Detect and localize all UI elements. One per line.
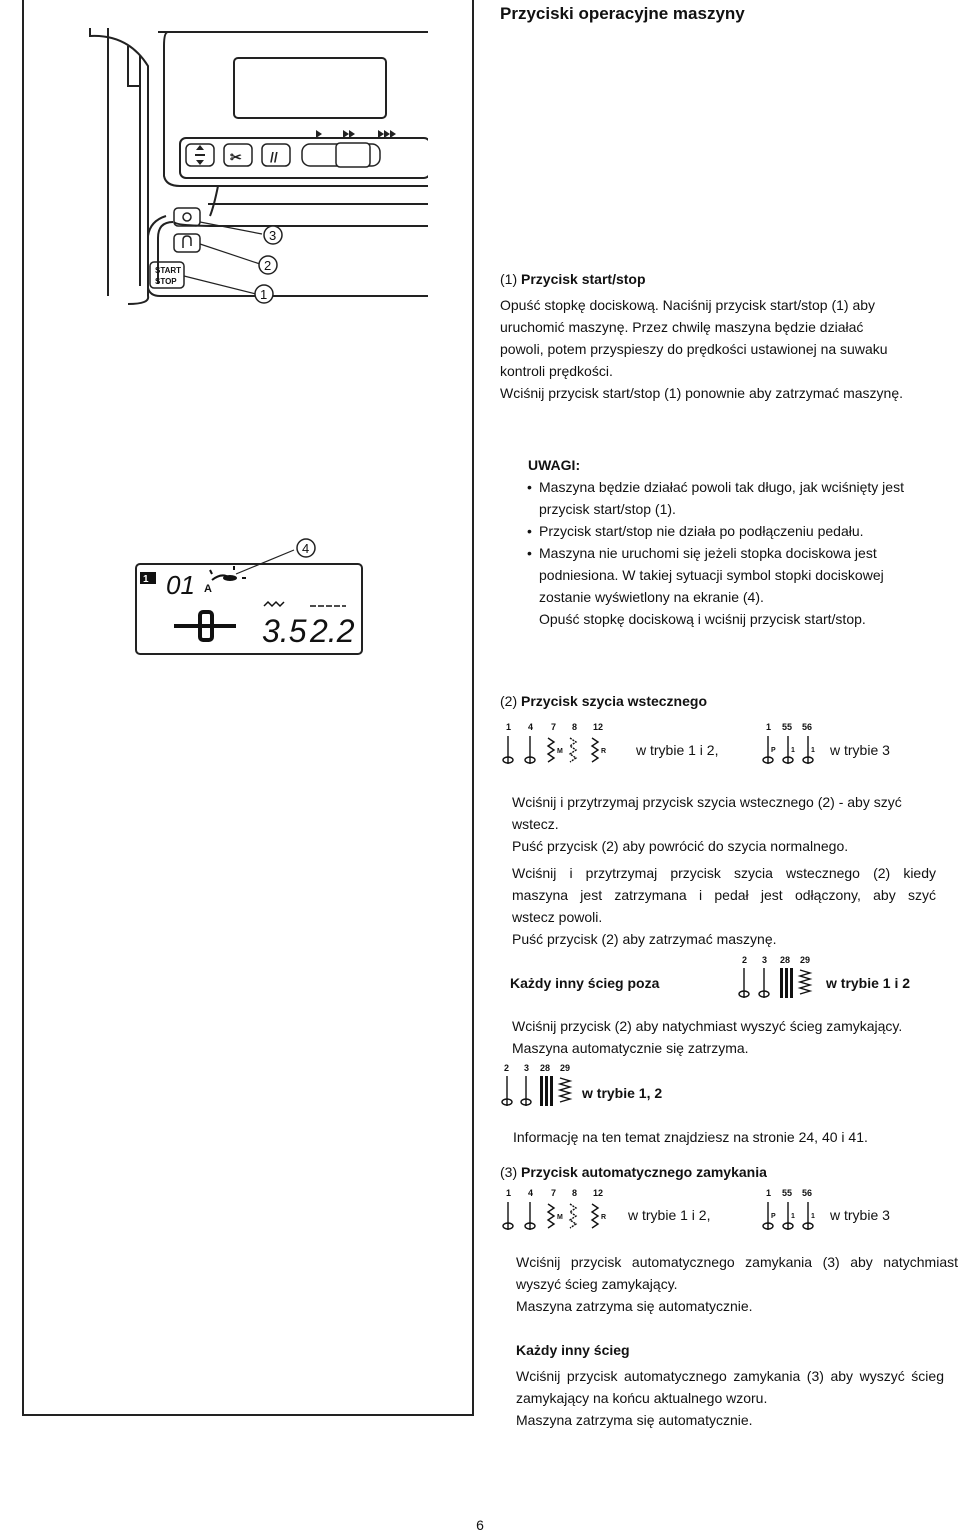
lcd-pattern: 01 [166,570,195,600]
svg-text://: // [270,149,278,165]
svg-text:1: 1 [506,722,512,732]
section2-text-3: Wciśnij przycisk (2) aby natychmiast wyszyć ścieg zamykający. Maszyna automatycznie się zatrzyma. [512,1018,903,1056]
lcd-letter: A [204,583,212,595]
svg-text:8: 8 [572,1188,578,1198]
svg-text:56: 56 [802,1188,813,1198]
section3-other-heading: Każdy inny ścieg [516,1342,630,1358]
svg-text:4: 4 [528,1188,534,1198]
svg-text:12: 12 [593,1188,604,1198]
svg-text:R: R [601,748,607,755]
note-item: • Maszyna nie uruchomi się jeżeli stopka dociskowa jest podniesiona. W takiej sytuacji symbol stopki dociskowej zostanie wyświetlony na ekranie (4). [539,542,939,608]
svg-text:29: 29 [800,955,811,965]
svg-text:1: 1 [811,1213,815,1220]
svg-text:1: 1 [766,1188,772,1198]
callout-2: 2 [264,258,272,273]
section1-heading: (1) Przycisk start/stop [500,271,646,287]
svg-text:55: 55 [782,1188,793,1198]
other-stitch-label: Każdy inny ścieg poza [510,975,660,991]
svg-text:P: P [771,1213,776,1220]
section2-text-2: Wciśnij i przytrzymaj przycisk szycia wstecznego (2) kiedy maszyna jest zatrzymana i pedał jest odłączony, aby szyć wstecz powoli. Puść przycisk (2) aby zatrzymać maszynę. [512,865,936,947]
svg-text:55: 55 [782,722,793,732]
start-label: START [155,266,182,275]
note-item: • Przycisk start/stop nie działa po podłączeniu pedału. [539,520,939,542]
stop-label: STOP [155,277,177,286]
notes-title: UWAGI: [528,457,581,473]
callout-4: 4 [302,541,310,556]
svg-text:7: 7 [551,722,557,732]
callout-1: 1 [260,287,268,302]
svg-text:✂: ✂ [230,149,242,165]
svg-text:2: 2 [504,1063,510,1073]
stitch-icons-mode12 [498,720,618,770]
svg-text:R: R [601,1214,607,1221]
page-number: 6 [476,1517,484,1533]
notes-list: • Maszyna będzie działać powoli tak długo, jak wciśnięty jest przycisk start/stop (1). • Przycisk start/stop nie działa po podłączeniu pedału. • Maszyna nie uruchomi się jeżeli stopka dociskowa jest podniesiona. W takiej sytuacji symbol stopki dociskowej zostanie wyświetlony na ekranie (4). Opuść stopkę dociskową i wciśnij przycisk start/stop. [539,476,939,630]
mode12-label: w trybie 1 i 2, [636,742,719,758]
section3-text-1: Wciśnij przycisk automatycznego zamykania (3) aby natychmiast wyszyć ścieg zamykający. Maszyna zatrzyma się automatycznie. [516,1254,958,1314]
svg-text:4: 4 [528,722,534,732]
svg-text:12: 12 [593,722,604,732]
svg-text:1: 1 [766,722,772,732]
svg-text:1: 1 [791,1213,795,1220]
presser-foot-icon [223,575,237,581]
s3-mode3-label: w trybie 3 [830,1207,890,1223]
svg-text:7: 7 [551,1188,557,1198]
section3-heading: (3) Przycisk automatycznego zamykania [500,1164,767,1180]
svg-text:8: 8 [572,722,578,732]
lcd-length: 2.2 [310,613,355,649]
stitch-icons-other [732,952,822,1002]
section1-text: Opuść stopkę dociskową. Naciśnij przycisk start/stop (1) aby uruchomić maszynę. Przez chwilę maszyna będzie działać powoli, potem przyspieszy do prędkości ustawionej na suwaku kontroli prędkości. Wciśnij przycisk start/stop (1) ponownie aby zatrzymać maszynę. [500,297,904,401]
svg-text:M: M [557,1214,563,1221]
stitch-icons-s3-mode12 [498,1186,618,1236]
callout-3: 3 [269,228,277,243]
info-text: Informację na ten temat znajdziesz na stronie 24, 40 i 41. [513,1129,868,1145]
stitch-icons-s3-mode3 [758,1186,822,1236]
row3-mode-label: w trybie 1, 2 [582,1085,663,1101]
svg-text:1: 1 [811,747,815,754]
svg-text:3: 3 [762,955,768,965]
lcd-width: 3.5 [262,613,307,649]
svg-text:28: 28 [540,1063,551,1073]
section3-text-2: Wciśnij przycisk automatycznego zamykania (3) aby wyszyć ścieg zamykający na końcu aktualnego wzoru. Maszyna zatrzyma się automatycznie. [516,1368,944,1428]
other-mode-label: w trybie 1 i 2 [826,975,911,991]
machine-panel-illustration [88,26,428,316]
s3-mode12-label: w trybie 1 i 2, [628,1207,711,1223]
mode3-label: w trybie 3 [830,742,890,758]
svg-text:56: 56 [802,722,813,732]
svg-text:2: 2 [742,955,748,965]
svg-text:1: 1 [791,747,795,754]
svg-text:29: 29 [560,1063,571,1073]
svg-text:M: M [557,748,563,755]
svg-text:28: 28 [780,955,791,965]
lcd-screen-illustration [134,536,370,660]
section2-text-1: Wciśnij i przytrzymaj przycisk szycia wstecznego (2) - aby szyć wstecz. Puść przycisk (2) aby powrócić do szycia normalnego. [512,794,902,854]
stitch-icons-row3 [500,1060,580,1110]
svg-text:1: 1 [506,1188,512,1198]
svg-text:P: P [771,747,776,754]
lcd-mode: 1 [143,574,149,585]
note-item: • Maszyna będzie działać powoli tak długo, jak wciśnięty jest przycisk start/stop (1). [539,476,939,520]
page-title: Przyciski operacyjne maszyny [500,4,745,23]
section2-heading: (2) Przycisk szycia wstecznego [500,693,708,709]
svg-text:3: 3 [524,1063,530,1073]
stitch-icons-mode3 [758,720,822,770]
